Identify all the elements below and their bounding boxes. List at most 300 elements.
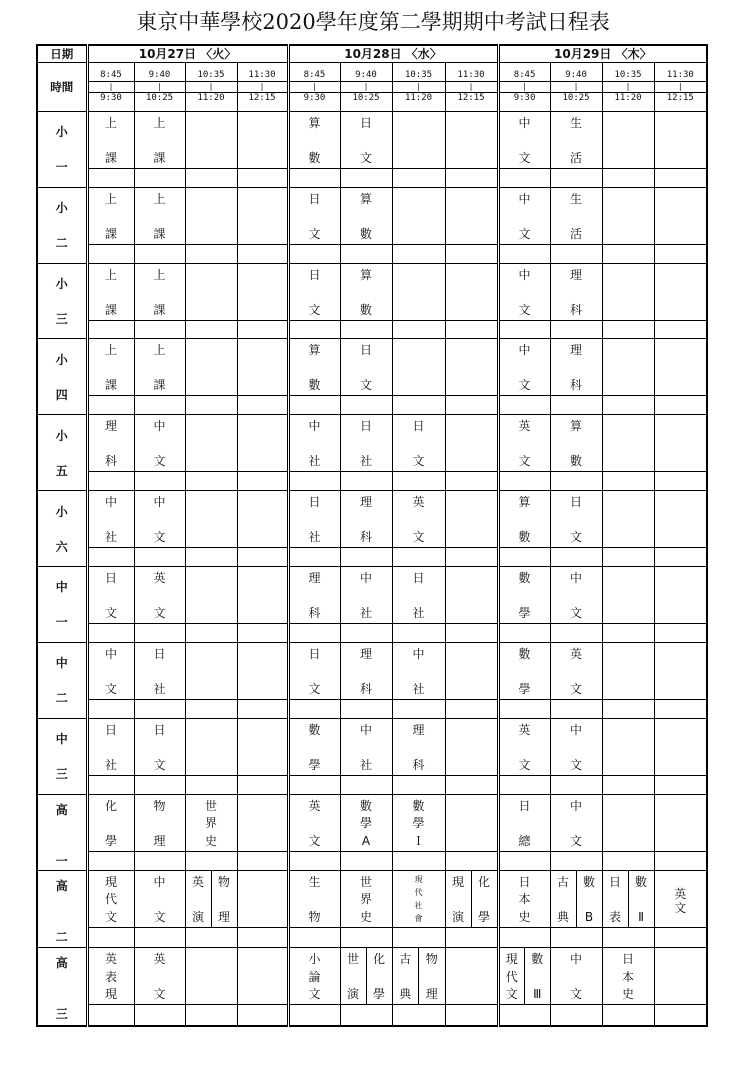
cell-char: 課 — [104, 226, 117, 241]
cell-char: 學 — [518, 606, 531, 621]
cell-char: 世 — [360, 874, 373, 889]
period-dash: | — [290, 81, 340, 93]
period-time — [392, 63, 445, 112]
schedule-cell — [87, 948, 134, 1026]
exam-schedule-table — [36, 44, 708, 1027]
cell-char: 文 — [518, 454, 531, 469]
schedule-cell — [288, 948, 340, 1026]
cell-char: 課 — [104, 150, 117, 165]
date-column-header: 10月27日 〈火〉 — [87, 45, 288, 63]
cell-char: 化 — [104, 798, 117, 813]
cell-char: 世 — [347, 952, 360, 967]
cell-char: 文 — [308, 226, 321, 241]
cell-char: 算 — [360, 191, 373, 206]
schedule-cell — [498, 567, 550, 643]
cell-char: 上 — [104, 115, 117, 130]
schedule-cell — [550, 567, 602, 643]
grade-number: 二 — [55, 691, 68, 706]
cell-char: 理 — [425, 987, 438, 1002]
schedule-cell — [445, 187, 498, 263]
schedule-cell — [185, 339, 237, 415]
cell-char: 科 — [104, 454, 117, 469]
schedule-cell — [445, 491, 498, 567]
cell-char: 英 — [570, 646, 583, 661]
cell-char: 英 — [153, 952, 166, 967]
cell-char: 英 — [153, 571, 166, 586]
cell-char: 化 — [373, 952, 386, 967]
cell-char: 化 — [478, 874, 491, 889]
cell-char: 日 — [360, 115, 373, 130]
cell-char: 英 — [308, 798, 321, 813]
cell-char: 課 — [104, 302, 117, 317]
period-dash: | — [341, 81, 392, 93]
period-start: 9:40 — [148, 69, 171, 80]
schedule-cell — [237, 642, 288, 718]
cell-char: 文 — [153, 909, 166, 924]
cell-char: 文 — [153, 530, 166, 545]
schedule-cell — [87, 111, 134, 187]
schedule-cell — [134, 718, 185, 794]
schedule-cell — [654, 567, 707, 643]
cell-char: 上 — [153, 191, 166, 206]
cell-char: 中 — [153, 495, 166, 510]
cell-char: 數 — [360, 226, 373, 241]
period-end: 9:30 — [303, 92, 326, 103]
schedule-cell — [602, 415, 654, 491]
cell-char: 社 — [360, 606, 373, 621]
cell-char: 論 — [308, 969, 321, 984]
period-end: 10:25 — [562, 92, 590, 103]
grade-row — [37, 339, 707, 415]
schedule-cell — [392, 491, 445, 567]
period-time — [498, 63, 550, 112]
schedule-cell — [185, 111, 237, 187]
schedule-cell — [134, 263, 185, 339]
cell-char: A — [361, 833, 371, 848]
cell-char: 現 — [104, 874, 117, 889]
cell-char: 理 — [104, 419, 117, 434]
cell-char: 日 — [360, 343, 373, 358]
cell-char: 中 — [104, 495, 117, 510]
grade-level: 小 — [55, 428, 68, 443]
schedule-cell — [550, 111, 602, 187]
cell-char: 文 — [308, 833, 321, 848]
schedule-cell — [185, 263, 237, 339]
grade-label — [37, 948, 87, 1026]
grade-label — [37, 491, 87, 567]
cell-char: 日 — [622, 952, 635, 967]
cell-char: 界 — [204, 816, 217, 831]
cell-char: 表 — [104, 969, 117, 984]
cell-char: 日 — [308, 646, 321, 661]
schedule-cell — [550, 187, 602, 263]
schedule-cell — [498, 491, 550, 567]
grade-level: 高 — [55, 878, 68, 893]
cell-char: 課 — [153, 150, 166, 165]
schedule-cell — [237, 948, 288, 1026]
cell-char: 社 — [412, 606, 425, 621]
cell-char: 中 — [570, 798, 583, 813]
cell-char: 社 — [308, 454, 321, 469]
grade-number: 一 — [55, 615, 68, 630]
period-end: 9:30 — [513, 92, 536, 103]
cell-char: 文 — [570, 833, 583, 848]
cell-char: 文 — [153, 987, 166, 1002]
schedule-cell — [237, 870, 288, 948]
schedule-cell — [550, 642, 602, 718]
grade-number: 二 — [55, 236, 68, 251]
cell-char: 文 — [674, 900, 687, 915]
period-dash: | — [186, 81, 237, 93]
cell-char: 日 — [360, 419, 373, 434]
cell-char: 上 — [153, 267, 166, 282]
period-start: 8:45 — [100, 69, 122, 80]
cell-char: Ⅱ — [638, 909, 644, 924]
cell-char: Ⅲ — [533, 987, 542, 1002]
cell-char: 理 — [570, 267, 583, 282]
cell-char: 日 — [609, 874, 622, 889]
schedule-cell — [550, 339, 602, 415]
cell-char: 演 — [347, 987, 360, 1002]
cell-char: 文 — [308, 987, 321, 1002]
cell-char: Ｉ — [412, 833, 425, 848]
cell-char: 社 — [104, 757, 117, 772]
cell-char: 日 — [153, 722, 166, 737]
schedule-cell — [237, 567, 288, 643]
grade-row — [37, 415, 707, 491]
cell-char: 上 — [153, 115, 166, 130]
schedule-cell — [340, 870, 392, 948]
schedule-cell — [134, 870, 185, 948]
date-column-header: 10月29日 〈木〉 — [498, 45, 707, 63]
grade-label — [37, 187, 87, 263]
schedule-cell — [237, 491, 288, 567]
cell-char: 史 — [360, 909, 373, 924]
cell-char: 代 — [104, 892, 117, 907]
cell-char: 算 — [308, 115, 321, 130]
schedule-cell — [134, 415, 185, 491]
cell-char: 物 — [308, 909, 321, 924]
cell-char: 日 — [518, 874, 531, 889]
cell-char: 日 — [308, 191, 321, 206]
schedule-cell — [185, 642, 237, 718]
grade-row — [37, 794, 707, 870]
grade-level: 中 — [55, 732, 68, 747]
cell-char: 小 — [308, 952, 321, 967]
cell-char: 文 — [505, 987, 518, 1002]
period-dash: | — [446, 81, 497, 93]
period-end: 12:15 — [248, 92, 276, 103]
cell-char: 數 — [360, 302, 373, 317]
cell-char: 課 — [104, 378, 117, 393]
cell-char: 古 — [557, 874, 570, 889]
schedule-cell — [445, 642, 498, 718]
cell-char: 上 — [104, 191, 117, 206]
cell-char: 文 — [412, 454, 425, 469]
cell-char: 日 — [570, 495, 583, 510]
cell-char: 日 — [153, 646, 166, 661]
cell-char: 中 — [153, 874, 166, 889]
cell-char: 社 — [414, 900, 423, 910]
schedule-cell — [288, 339, 340, 415]
cell-char: 代 — [505, 969, 518, 984]
cell-char: 英 — [104, 952, 117, 967]
cell-char: 算 — [518, 495, 531, 510]
schedule-cell — [340, 415, 392, 491]
cell-char: 英 — [412, 495, 425, 510]
schedule-cell — [288, 415, 340, 491]
cell-char: 理 — [308, 571, 321, 586]
cell-char: 中 — [360, 571, 373, 586]
schedule-cell — [498, 339, 550, 415]
period-time — [237, 63, 288, 112]
schedule-cell — [288, 491, 340, 567]
schedule-cell — [185, 415, 237, 491]
period-start: 8:45 — [513, 69, 536, 80]
cell-char: 英 — [518, 722, 531, 737]
cell-char: 日 — [412, 571, 425, 586]
cell-char: 文 — [104, 606, 117, 621]
cell-char: 現 — [414, 874, 423, 884]
cell-char: 數 — [308, 722, 321, 737]
cell-char: 數 — [308, 150, 321, 165]
grade-level: 中 — [55, 656, 68, 671]
schedule-cell — [288, 567, 340, 643]
cell-char: 現 — [505, 952, 518, 967]
cell-char: 文 — [153, 757, 166, 772]
schedule-cell — [654, 187, 707, 263]
schedule-cell — [134, 794, 185, 870]
schedule-cell — [498, 642, 550, 718]
cell-char: 英 — [191, 874, 204, 889]
period-start: 11:30 — [248, 69, 276, 80]
period-dash: | — [238, 81, 287, 93]
cell-char: 理 — [360, 646, 373, 661]
schedule-cell — [602, 187, 654, 263]
cell-char: 英 — [674, 886, 687, 901]
cell-char: 界 — [360, 892, 373, 907]
schedule-cell — [87, 263, 134, 339]
period-time — [550, 63, 602, 112]
grade-level: 小 — [55, 125, 68, 140]
cell-char: 上 — [104, 267, 117, 282]
cell-char: 日 — [412, 419, 425, 434]
schedule-cell — [237, 415, 288, 491]
schedule-cell — [602, 339, 654, 415]
cell-char: 生 — [570, 115, 583, 130]
schedule-cell — [445, 794, 498, 870]
grade-level: 小 — [55, 352, 68, 367]
cell-char: 社 — [360, 454, 373, 469]
cell-char: 數 — [518, 571, 531, 586]
schedule-cell — [134, 339, 185, 415]
schedule-cell — [445, 263, 498, 339]
cell-char: 文 — [518, 757, 531, 772]
period-time — [288, 63, 340, 112]
schedule-cell — [288, 111, 340, 187]
cell-char: 現 — [104, 987, 117, 1002]
schedule-cell — [237, 718, 288, 794]
cell-char: 學 — [478, 909, 491, 924]
cell-char: 文 — [570, 757, 583, 772]
schedule-cell — [237, 263, 288, 339]
grade-row — [37, 263, 707, 339]
schedule-cell — [654, 870, 707, 948]
cell-char: 數 — [531, 952, 544, 967]
period-time — [602, 63, 654, 112]
schedule-cell — [602, 491, 654, 567]
cell-char: 英 — [518, 419, 531, 434]
period-end: 11:20 — [404, 92, 433, 103]
schedule-cell — [237, 339, 288, 415]
page-title: 東京中華學校2020學年度第二學期期中考試日程表 — [136, 10, 610, 34]
period-start: 10:35 — [197, 69, 225, 80]
schedule-cell — [340, 642, 392, 718]
cell-char: 社 — [360, 757, 373, 772]
period-dash: | — [603, 81, 654, 93]
cell-char: 典 — [557, 909, 570, 924]
period-start: 10:35 — [404, 69, 433, 80]
period-time — [185, 63, 237, 112]
grade-label — [37, 111, 87, 187]
cell-char: 活 — [570, 226, 583, 241]
schedule-cell — [237, 111, 288, 187]
grade-level: 小 — [55, 201, 68, 216]
schedule-cell — [602, 794, 654, 870]
cell-char: 數 — [570, 454, 583, 469]
cell-char: 史 — [204, 833, 217, 848]
cell-char: 數 — [518, 530, 531, 545]
cell-char: 文 — [412, 530, 425, 545]
cell-char: 日 — [518, 798, 531, 813]
cell-char: 課 — [153, 302, 166, 317]
grade-row — [37, 870, 707, 948]
cell-char: 理 — [217, 909, 230, 924]
period-dash: | — [551, 81, 602, 93]
cell-char: 文 — [308, 681, 321, 696]
cell-char: 數 — [360, 798, 373, 813]
cell-char: 史 — [622, 987, 635, 1002]
cell-char: 總 — [518, 833, 531, 848]
schedule-cell — [498, 187, 550, 263]
period-end: 11:20 — [614, 92, 642, 103]
schedule-cell — [340, 339, 392, 415]
schedule-cell — [134, 567, 185, 643]
cell-char: 文 — [104, 909, 117, 924]
schedule-cell — [602, 870, 654, 948]
cell-char: 科 — [308, 606, 321, 621]
period-end: 9:30 — [100, 92, 122, 103]
cell-char: 演 — [452, 909, 465, 924]
cell-char: 學 — [373, 987, 386, 1002]
grade-row — [37, 718, 707, 794]
schedule-cell — [445, 111, 498, 187]
period-start: 11:30 — [457, 69, 485, 80]
schedule-cell — [498, 415, 550, 491]
cell-char: 文 — [518, 226, 531, 241]
cell-char: 中 — [518, 343, 531, 358]
grade-level: 小 — [55, 276, 68, 291]
cell-char: 文 — [153, 454, 166, 469]
schedule-cell — [288, 263, 340, 339]
schedule-cell — [288, 794, 340, 870]
cell-char: 理 — [360, 495, 373, 510]
cell-char: 課 — [153, 226, 166, 241]
cell-char: 日 — [308, 267, 321, 282]
cell-char: 表 — [609, 909, 622, 924]
period-time — [445, 63, 498, 112]
schedule-cell — [602, 718, 654, 794]
schedule-cell — [134, 111, 185, 187]
schedule-cell — [550, 415, 602, 491]
period-start: 9:40 — [355, 69, 377, 80]
grade-number: 三 — [55, 311, 68, 326]
cell-char: 中 — [412, 646, 425, 661]
grade-level: 中 — [55, 580, 68, 595]
grade-number: 六 — [55, 539, 68, 554]
schedule-cell — [185, 794, 237, 870]
cell-char: 古 — [399, 952, 412, 967]
cell-char: 本 — [622, 969, 635, 984]
grade-label — [37, 718, 87, 794]
schedule-cell — [654, 948, 707, 1026]
cell-char: 文 — [570, 530, 583, 545]
schedule-cell — [392, 111, 445, 187]
schedule-cell — [185, 948, 237, 1026]
grade-number: 三 — [55, 1007, 68, 1022]
schedule-cell — [134, 491, 185, 567]
schedule-cell — [392, 794, 445, 870]
grade-level: 高 — [55, 802, 68, 817]
cell-char: 文 — [518, 378, 531, 393]
schedule-cell — [134, 948, 185, 1026]
cell-char: 活 — [570, 150, 583, 165]
schedule-cell — [654, 111, 707, 187]
cell-char: 數 — [583, 874, 596, 889]
cell-char: 學 — [308, 757, 321, 772]
schedule-cell — [87, 794, 134, 870]
cell-char: 數 — [412, 798, 425, 813]
cell-char: 文 — [518, 150, 531, 165]
cell-char: 日 — [104, 571, 117, 586]
cell-char: 現 — [452, 874, 465, 889]
cell-char: 中 — [518, 191, 531, 206]
grade-level: 高 — [55, 956, 68, 971]
period-dash: | — [655, 81, 707, 93]
schedule-cell — [392, 415, 445, 491]
grade-row — [37, 948, 707, 1026]
schedule-cell — [288, 870, 340, 948]
schedule-cell — [392, 567, 445, 643]
schedule-cell — [392, 948, 445, 1026]
schedule-cell — [288, 642, 340, 718]
grade-level: 小 — [55, 504, 68, 519]
cell-char: 本 — [518, 892, 531, 907]
schedule-cell — [87, 491, 134, 567]
grade-number: 一 — [55, 853, 68, 868]
cell-char: 學 — [518, 681, 531, 696]
cell-char: 文 — [360, 150, 373, 165]
schedule-cell — [87, 415, 134, 491]
cell-char: 文 — [153, 606, 166, 621]
period-dash: | — [500, 81, 550, 93]
cell-char: 理 — [570, 343, 583, 358]
period-time — [654, 63, 707, 112]
cell-char: 中 — [570, 571, 583, 586]
time-header: 時間 — [37, 63, 87, 112]
schedule-cell — [654, 718, 707, 794]
period-start: 10:35 — [614, 69, 642, 80]
